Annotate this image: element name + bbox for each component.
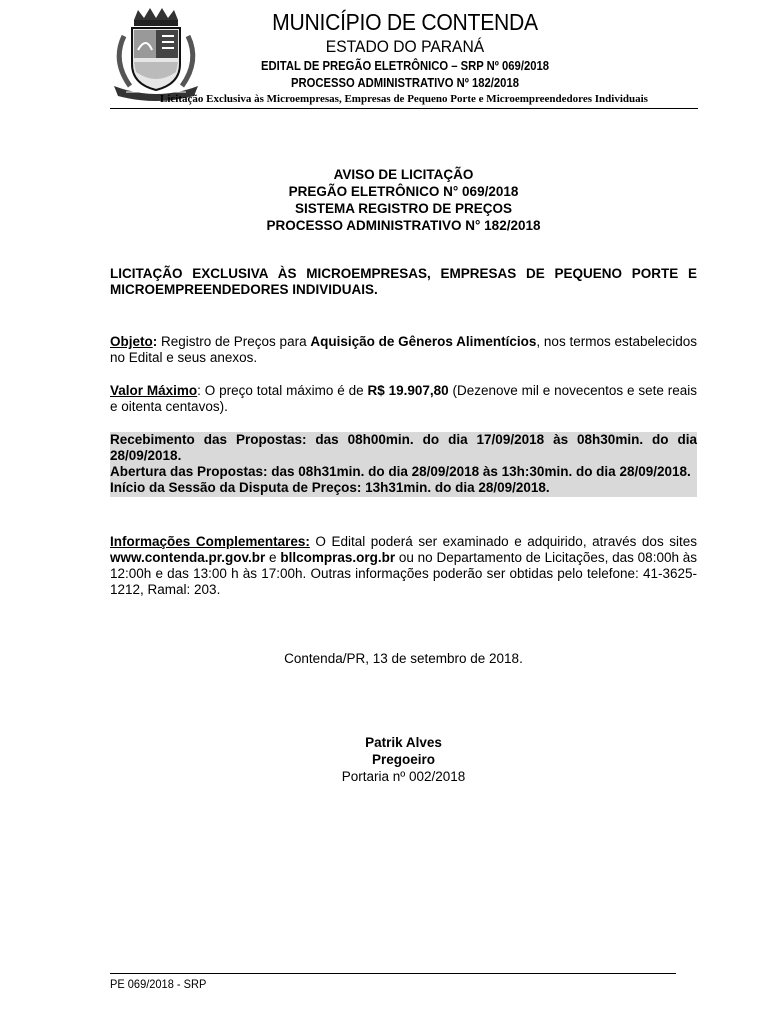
objeto-text-b: , nos termos estabelecidos no Edital e seus anexos.	[110, 334, 698, 365]
info-text-a: O Edital poderá ser examinado e adquirido, através dos sites	[309, 534, 697, 549]
inicio-line: Início da Sessão da Disputa de Preços: 13h31min. do dia 28/09/2018.	[110, 480, 550, 495]
footer-divider	[110, 973, 676, 974]
municipal-crest-icon	[104, 6, 208, 102]
objeto-colon: :	[152, 334, 158, 349]
valor-text-b: (Dezenove mil e novecentos e sete reais e oitenta centavos).	[110, 383, 697, 414]
objeto-paragraph	[110, 334, 697, 366]
notice-title-block	[110, 166, 697, 234]
signer-portaria: Portaria nº 002/2018	[341, 769, 466, 784]
abertura-line: Abertura das Propostas: das 08h31min. do dia 28/09/2018 às 13h:30min. do dia 28/09/2018.	[110, 464, 691, 479]
notice-system: SISTEMA REGISTRO DE PREÇOS	[294, 201, 513, 216]
state-name: ESTADO DO PARANÁ	[325, 37, 485, 56]
edital-number: EDITAL DE PREGÃO ELETRÔNICO – SRP Nº 069/2018	[261, 59, 549, 73]
valor-amount: R$ 19.907,80	[367, 383, 449, 398]
info-text-c: ou no Departamento de Licitações, das 08:00h às 12:00h e das 13:00 h às 17:00h. Outras informações poderão ser obtidas pelo telefone: 41-3625-1212, Ramal: 203.	[110, 550, 697, 597]
place-date: Contenda/PR, 13 de setembro de 2018.	[284, 651, 523, 666]
notice-title: AVISO DE LICITAÇÃO	[333, 167, 474, 182]
municipality-title: MUNICÍPIO DE CONTENDA	[272, 9, 538, 35]
valor-text-a: : O preço total máximo é de	[197, 383, 368, 398]
valor-label: Valor Máximo	[110, 383, 198, 398]
exclusive-statement: LICITAÇÃO EXCLUSIVA ÀS MICROEMPRESAS, EMPRESAS DE PEQUENO PORTE E MICROEMPREENDEDORES INDIVIDUAIS.	[110, 266, 697, 297]
objeto-text-a: Registro de Preços para	[157, 334, 311, 349]
header-divider	[110, 108, 698, 109]
objeto-bold: Aquisição de Gêneros Alimentícios	[310, 334, 537, 349]
dates-block	[110, 432, 697, 497]
notice-pregao: PREGÃO ELETRÔNICO N° 069/2018	[288, 184, 519, 199]
signature-block	[110, 734, 697, 785]
info-label: Informações Complementares:	[110, 534, 310, 549]
recebimento-line: Recebimento das Propostas: das 08h00min. do dia 17/09/2018 às 08h30min. do dia 28/09/2018.	[110, 432, 697, 463]
objeto-label: Objeto	[110, 334, 153, 349]
info-text-b: e	[265, 550, 281, 565]
info-paragraph	[110, 534, 697, 598]
header-exclusive-note: Licitação Exclusiva às Microempresas, Empresas de Pequeno Porte e Microempreendedores Individuais	[160, 93, 648, 105]
signer-name: Patrik Alves	[365, 735, 442, 750]
notice-process: PROCESSO ADMINISTRATIVO N° 182/2018	[266, 218, 541, 233]
valor-paragraph	[110, 383, 697, 415]
footer-reference: PE 069/2018 - SRP	[110, 977, 207, 991]
site-link-bllcompras[interactable]: bllcompras.org.br	[280, 550, 396, 565]
signer-role: Pregoeiro	[371, 752, 436, 767]
site-link-contenda[interactable]: www.contenda.pr.gov.br	[110, 550, 266, 565]
process-number: PROCESSO ADMINISTRATIVO Nº 182/2018	[291, 76, 519, 90]
